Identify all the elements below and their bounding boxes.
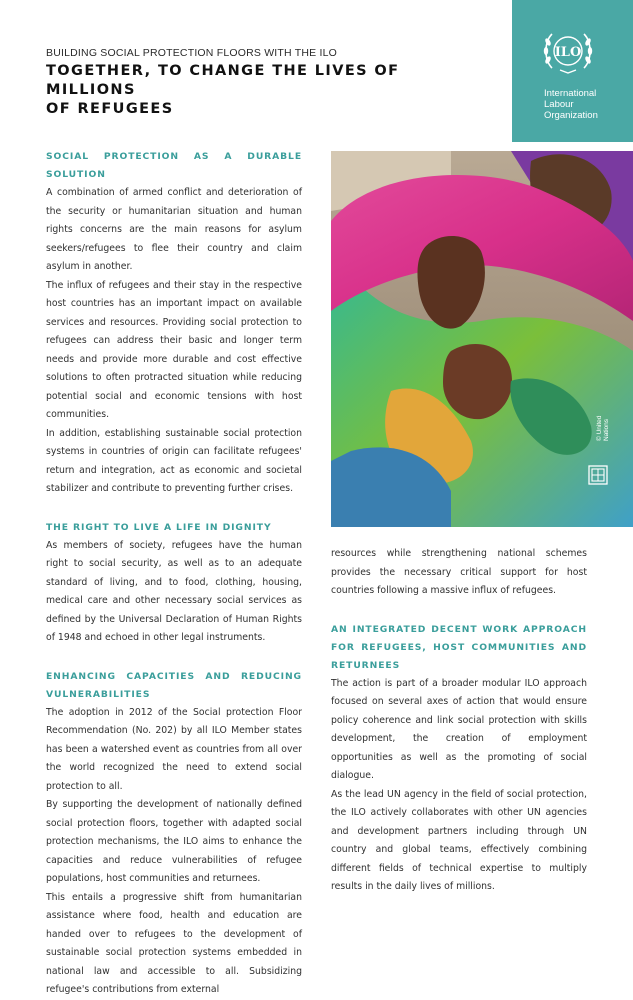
section-heading-durable-solution: SOCIAL PROTECTION AS A DURABLE SOLUTION	[46, 151, 302, 180]
photo-credit: © United Nations	[596, 415, 610, 441]
ilo-name-line-1: International	[544, 88, 597, 99]
paragraph: In addition, establishing sustainable social protection systems in countries of origin can facilitate refugees' return and integration, act as economic and societal stabilizer and contribute to preventing further crises.	[46, 427, 302, 494]
right-column	[331, 545, 587, 897]
refugee-photo	[331, 151, 633, 527]
section-heading-decent-work: AN INTEGRATED DECENT WORK APPROACH FOR REFUGEES, HOST COMMUNITIES AND RETURNEES	[331, 623, 587, 671]
paragraph: resources while strengthening national schemes provides the necessary critical support for host countries following a massive influx of refugees.	[331, 548, 587, 596]
title-line-1: TOGETHER, TO CHANGE THE LIVES OF MILLIONS	[46, 63, 400, 98]
paragraph: As members of society, refugees have the human right to social security, as well as to an adequate standard of living, and to food, clothing, housing, medical care and other necessary social services as defined by the Universal Declaration of Human Rights of 1948 and echoed in other legal instruments.	[46, 539, 302, 643]
paragraph: As the lead UN agency in the field of social protection, the ILO actively collaborates with other UN agencies and development partners including through UN country and global teams, effectively combining different fields of technical expertise to multiply results in the daily lives of millions.	[331, 788, 587, 892]
ilo-logo-block	[512, 0, 633, 142]
section-heading-capacities: ENHANCING CAPACITIES AND REDUCING VULNERABILITIES	[46, 670, 302, 700]
section-heading-dignity: THE RIGHT TO LIVE A LIFE IN DIGNITY	[46, 521, 272, 533]
paragraph: A combination of armed conflict and deterioration of the security or humanitarian situation and human rights concerns are the main reasons for asylum seekers/refugees to flee their country and claim asylum in another.	[46, 187, 302, 272]
title-line-2: OF REFUGEES	[46, 101, 174, 117]
svg-text:ILO: ILO	[554, 45, 582, 60]
paragraph: The action is part of a broader modular ILO approach focused on several axes of action that would ensure policy coherence and link social protection with skills development, the creation of employment opportunities as well as the promoting of social dialogue.	[331, 677, 587, 781]
paragraph: By supporting the development of nationally defined social protection floors, together with adapted social protection mechanisms, the ILO aims to enhance the capacities and reduce vulnerabilities of refugee populations, host communities and returnees.	[46, 799, 302, 884]
paragraph: This entails a progressive shift from humanitarian assistance where food, health and education are handed over to refugees to the development of sustainable social protection systems embedded in national law and accessible to all. Subsidizing refugee's contributions from external	[46, 891, 302, 995]
ilo-emblem-icon	[542, 26, 594, 76]
paragraph: The influx of refugees and their stay in the respective host countries has an important impact on available services and resources. Providing social protection to refugees can address their basic and longer term needs and provide more durable and cost effective solutions to often protracted situation while reducing potential social and economic tensions with host communities.	[46, 279, 302, 420]
page-title	[46, 62, 446, 119]
left-column	[46, 148, 302, 1000]
kicker-line: BUILDING SOCIAL PROTECTION FLOORS WITH THE ILO	[46, 47, 337, 59]
paragraph: The adoption in 2012 of the Social protection Floor Recommendation (No. 202) by all ILO Member states has been a watershed event as countries from all over the world recognized the need to extend social protection to all.	[46, 706, 302, 792]
ilo-org-name	[544, 88, 624, 121]
ilo-name-line-3: Organization	[544, 110, 598, 121]
creative-commons-icon	[588, 465, 608, 485]
ilo-name-line-2: Labour	[544, 99, 574, 110]
